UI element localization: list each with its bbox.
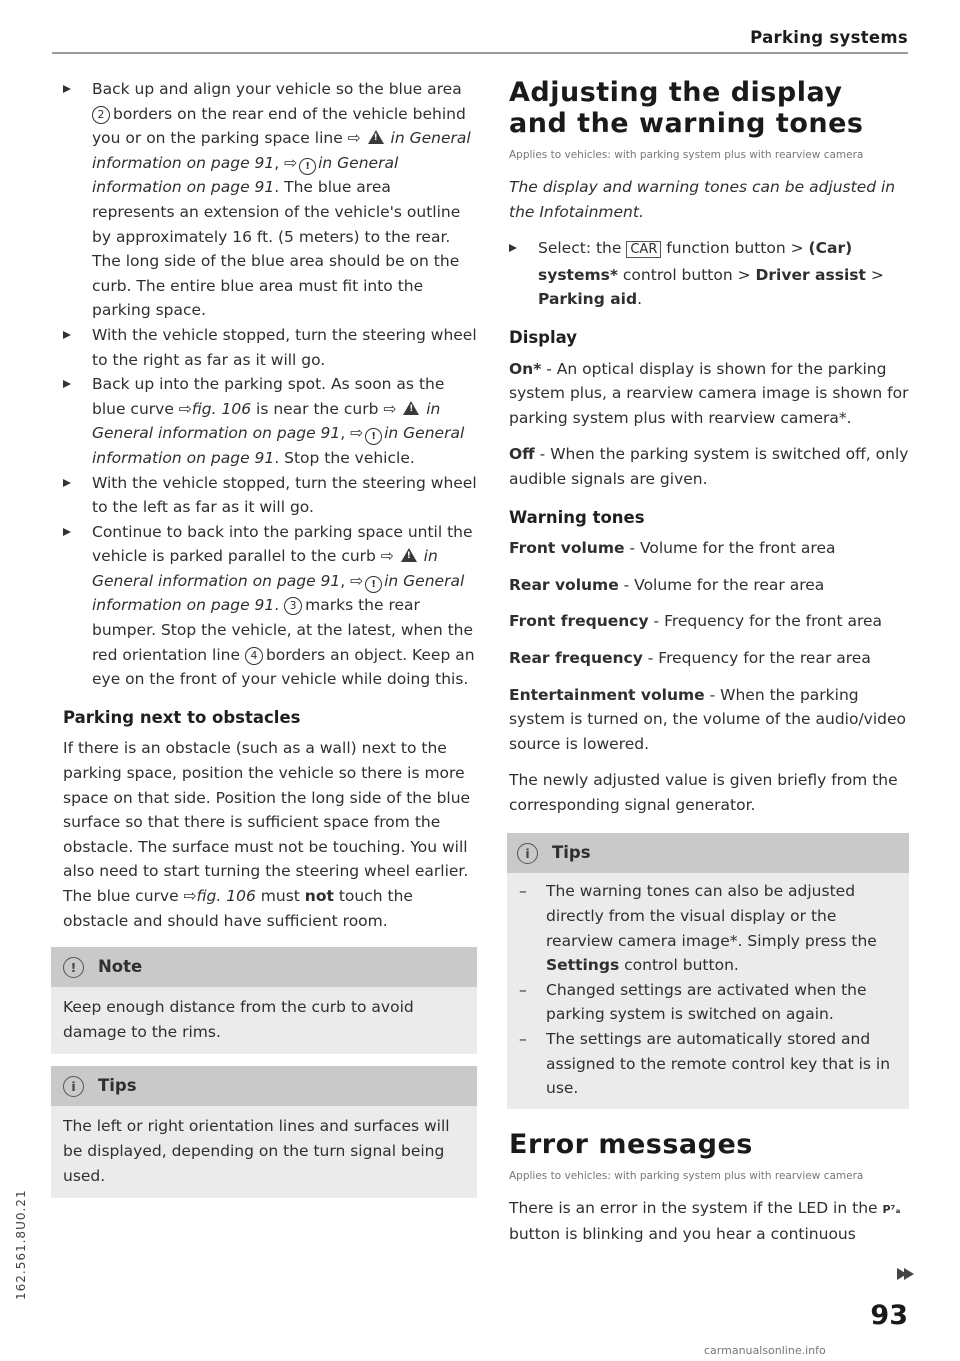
doc-code	[14, 1180, 34, 1300]
tips-body: The left or right orientation lines and surfaces will be displayed, depending on the turn signal being used.	[63, 1117, 450, 1185]
term-desc: - Volume for the front area	[629, 539, 836, 558]
callout-2: 2	[92, 106, 110, 124]
watermark: carmanualsonline.info	[704, 1344, 826, 1357]
tips-box	[51, 1066, 477, 1198]
ref-link[interactable]: General information on page 91	[92, 129, 471, 172]
tip-text: The warning tones can also be adjusted directly from the visual display or the rearview camera image*. Simply press the	[546, 882, 877, 950]
term-front-volume	[509, 536, 909, 561]
fig-ref[interactable]: fig. 106	[191, 399, 252, 418]
step-text: marks the rear bumper. Stop the vehicle, at the latest, when the red orientation line	[92, 596, 474, 664]
step-text: The blue area represents an extension of the vehicle's outline by approximately 16 ft. (5 meters) to the rear. The long side of the blue area should be on the curb. The entire blue area must fit into the parking space.	[92, 178, 461, 320]
applies-to: Applies to vehicles: with parking system plus with rearview camera	[509, 149, 864, 161]
separator: >	[870, 265, 884, 284]
park-assist-icon: P⁷ₐ	[882, 1202, 901, 1216]
ref-link[interactable]: in General information on page 91	[92, 399, 441, 443]
section-heading: Parking next to obstacles	[63, 707, 301, 727]
step-steer-right	[63, 323, 477, 372]
term: On*	[509, 359, 542, 378]
term-rear-volume	[509, 573, 909, 598]
step-text: Select: the	[538, 239, 622, 258]
obstacle-paragraph: If there is an obstacle (such as a wall) next to the parking space, position the vehicle so there is more space on that side. Position the long side of the blue surface so that there is sufficient space from the obstacle. The surface must not be touching. You will also need to start turning the steering wheel earlier. The blue curve ⇨fig. 106 must not touch the obstacle and should have sufficient room.	[63, 739, 471, 930]
tip-text: control button.	[624, 956, 739, 975]
para-text: button is blinking and you hear a continuous	[509, 1225, 856, 1244]
intro-text: The display and warning tones can be adjusted in the Infotainment.	[509, 178, 896, 221]
step-backup: Back up into the parking spot. As soon as the blue curve ⇨fig. 106 is near the curb ⇨ ! in General information on page 91, ⇨ ! in General information on page 91. Stop the vehicle.	[63, 372, 477, 470]
emphasis: Settings	[546, 956, 620, 975]
term: Off	[509, 445, 535, 464]
step-text: Stop the vehicle.	[284, 448, 415, 467]
para-text: There is an error in the system if the LED in the	[509, 1198, 878, 1217]
tip-item	[517, 879, 899, 977]
running-header: Parking systems	[750, 28, 908, 47]
tips-title: Tips	[552, 843, 591, 863]
step-text: Back up into the parking spot. As soon as the blue curve	[92, 375, 445, 418]
step-text: function button >	[666, 239, 804, 258]
fig-ref[interactable]: fig. 106	[196, 887, 256, 905]
section-title: Error messages	[509, 1128, 753, 1160]
term-entertainment-volume	[509, 683, 909, 757]
ref-link[interactable]: in General information on page 91	[92, 547, 438, 590]
ref-link[interactable]: in General information on page 91	[92, 571, 465, 615]
step-text: With the vehicle stopped, turn the steering wheel to the right as far as it will go.	[92, 325, 477, 369]
step-text: borders on the rear end of the vehicle behind you or on the parking space line	[92, 104, 466, 148]
ref-link[interactable]: in General information on page 91	[92, 424, 465, 467]
tip-item	[517, 978, 899, 1027]
tip-item	[517, 1027, 899, 1101]
tips-body	[507, 873, 909, 1100]
info-icon: i	[517, 843, 538, 864]
warning-icon	[403, 401, 419, 415]
tips-header	[51, 1066, 477, 1106]
continue-arrow-icon	[904, 1268, 914, 1280]
term: Rear volume	[509, 575, 619, 594]
term-rear-frequency	[509, 646, 909, 671]
section-heading: Display	[509, 327, 578, 347]
term-desc: - Volume for the rear area	[623, 575, 825, 594]
step-text: borders an object. Keep an eye on the front of your vehicle while doing this.	[92, 645, 475, 689]
term-front-frequency	[509, 609, 909, 634]
ref-link[interactable]: in General information on page 91	[92, 153, 399, 197]
step-text: Back up and align your vehicle so the blue area	[92, 80, 462, 98]
term-off	[509, 442, 909, 491]
adjusted-paragraph: The newly adjusted value is given briefly from the corresponding signal generator.	[509, 771, 898, 814]
para-text: touch the obstacle and should have sufficient room.	[63, 887, 413, 930]
tips-box	[507, 833, 909, 1108]
error-paragraph	[509, 1196, 909, 1247]
doc-code-text: 162.561.8U0.21	[14, 1189, 28, 1300]
term-desc: - Frequency for the front area	[653, 612, 883, 631]
left-column	[63, 77, 477, 1198]
note-header	[51, 947, 477, 987]
right-column	[509, 77, 909, 1247]
applies-to: Applies to vehicles: with parking system plus with rearview camera	[509, 1169, 864, 1182]
term-desc: - Frequency for the rear area	[647, 648, 871, 667]
note-box	[51, 947, 477, 1054]
select-step	[509, 236, 909, 312]
step-align: Back up and align your vehicle so the blue area 2 borders on the rear end of the vehicle behind you or on the parking space line ⇨ ! in General information on page 91, ⇨ ! in General information on page 91. The blue area represents an extension of the vehicle's outline by approximately 16 ft. (5 meters) to the rear. The long side of the blue area should be on the curb. The entire blue area must fit into the parking space.	[63, 77, 477, 323]
car-key[interactable]: CAR	[626, 241, 661, 258]
step-text: Continue to back into the parking space until the vehicle is parked parallel to the curb	[92, 522, 473, 566]
term-on	[509, 357, 909, 431]
tip-text: The settings are automatically stored and assigned to the remote control key that is in use.	[546, 1030, 891, 1098]
term: Entertainment volume	[509, 685, 705, 704]
term: Rear frequency	[509, 648, 643, 667]
tips-title: Tips	[98, 1076, 137, 1096]
menu-item: Driver assist	[755, 265, 866, 284]
info-icon: i	[63, 1076, 84, 1097]
step-text: is near the curb	[256, 399, 379, 418]
step-text: control button >	[622, 265, 751, 284]
warning-icon	[401, 548, 417, 562]
para-text: must	[260, 887, 300, 905]
note-icon: !	[63, 957, 84, 978]
section-title: Adjusting the display and the warning tones	[509, 77, 864, 139]
term-desc: - When the parking system is turned on, the volume of the audio/video source is lowered.	[509, 685, 907, 753]
step-steer-left	[63, 471, 477, 520]
tip-text: Changed settings are activated when the parking system is switched on again.	[546, 980, 867, 1024]
note-body: Keep enough distance from the curb to avoid damage to the rims.	[63, 998, 414, 1041]
note-icon: !	[365, 428, 382, 445]
para-text: If there is an obstacle (such as a wall) next to the parking space, position the vehicle so there is more space on that side. Position the long side of the blue surface so that there is sufficient space from the obstacle. The surface must not be touching. You will also need to start turning the steering wheel earlier. The blue curve	[63, 739, 471, 905]
header-rule	[52, 52, 908, 54]
ref: in	[390, 129, 405, 148]
menu-item: Parking aid	[538, 290, 638, 309]
note-icon: !	[299, 158, 316, 175]
emphasis: not	[304, 887, 334, 905]
note-title: Note	[98, 956, 143, 976]
term-desc: - An optical display is shown for the parking system plus, a rearview camera image is shown for parking system plus with rearview camera*.	[509, 359, 909, 427]
callout-4: 4	[245, 647, 263, 665]
callout-3: 3	[284, 597, 302, 615]
term: Front frequency	[509, 612, 649, 631]
menu-item: (Car) systems*	[538, 239, 853, 284]
term: Front volume	[509, 539, 625, 558]
step-continue: Continue to back into the parking space until the vehicle is parked parallel to the curb ⇨ ! in General information on page 91, ⇨ ! in General information on page 91. 3 marks the rear bumper. Stop the vehicle, at the latest, when the red orientation line 4 borders an object. Keep an eye on the front of your vehicle while doing this.	[63, 520, 477, 692]
page-number: 93	[870, 1300, 908, 1331]
punct: .	[637, 290, 642, 309]
tips-header	[507, 833, 909, 873]
note-icon: !	[365, 576, 382, 593]
section-heading: Warning tones	[509, 507, 645, 527]
warning-icon	[368, 130, 384, 144]
term-desc: - When the parking system is switched off, only audible signals are given.	[509, 445, 909, 488]
step-text: With the vehicle stopped, turn the steering wheel to the left as far as it will go.	[92, 473, 477, 517]
